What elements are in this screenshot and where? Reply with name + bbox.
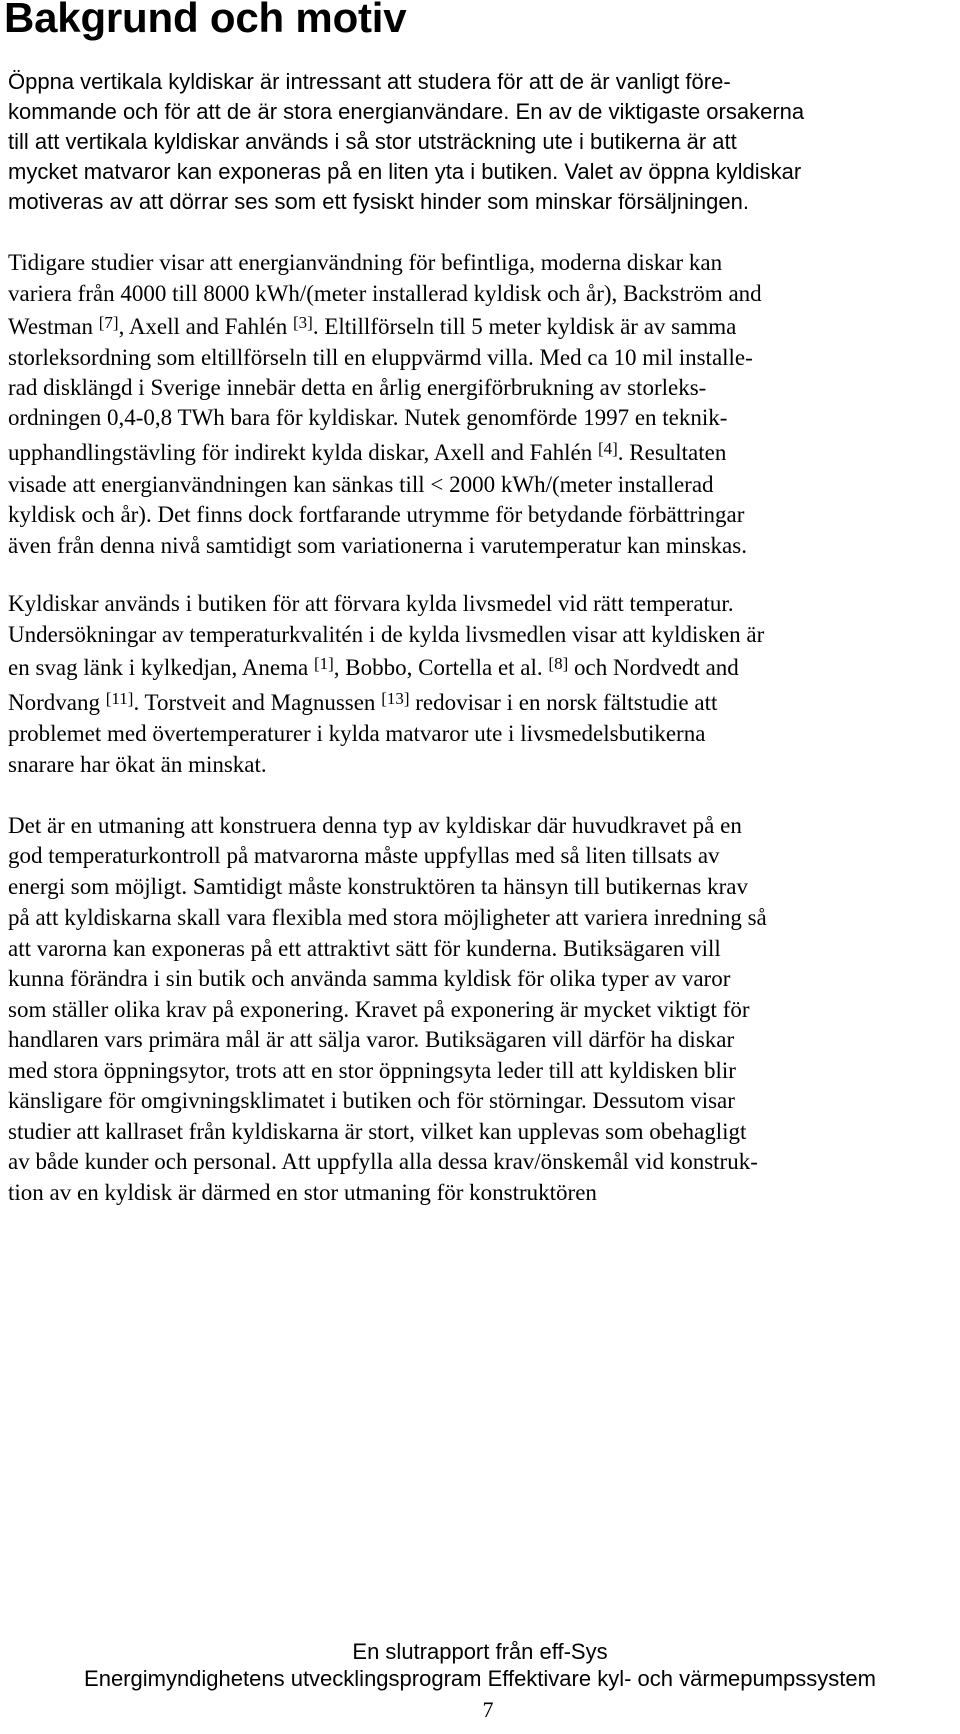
text-segment: Nordvang (8, 690, 106, 715)
text-line: energi som möjligt. Samtidigt måste konstruktören ta hänsyn till butikernas krav (8, 874, 748, 899)
citation-ref: [3] (292, 313, 313, 332)
text-line: Tidigare studier visar att energianvändning för befintliga, moderna diskar kan (8, 250, 723, 275)
text-line: handlaren vars primära mål är att sälja varor. Butiksägaren vill därför ha diskar (8, 1027, 735, 1052)
text-line: Undersökningar av temperaturkvalitén i de kylda livsmedlen visar att kyldisken är (8, 622, 765, 647)
text-line: mycket matvaror kan exponeras på en liten yta i butiken. Valet av öppna kyldiskar (8, 159, 802, 184)
text-segment: . Eltillförseln till 5 meter kyldisk är av samma (312, 314, 737, 339)
section-heading: Bakgrund och motiv (4, 0, 407, 41)
text-segment: redovisar i en norsk fältstudie att (409, 690, 718, 715)
page-number: 7 (482, 1697, 494, 1722)
text-line: tion av en kyldisk är därmed en stor utmaning för konstruktören (8, 1180, 597, 1205)
text-line: visade att energianvändningen kan sänkas till < 2000 kWh/(meter installerad (8, 472, 714, 497)
text-segment: Westman (8, 314, 99, 339)
text-line: med stora öppningsytor, trots att en stor öppningsyta leder till att kyldisken blir (8, 1058, 736, 1083)
citation-ref: [11] (105, 689, 134, 708)
citation-ref: [8] (548, 654, 569, 673)
text-line: ordningen 0,4-0,8 TWh bara för kyldiskar. Nutek genomförde 1997 en teknik- (8, 405, 728, 430)
citation-ref: [4] (597, 439, 618, 458)
text-line: studier att kallraset från kyldiskarna är stort, vilket kan upplevas som obehagligt (8, 1119, 747, 1144)
text-line: kyldisk och år). Det finns dock fortfarande utrymme för betydande förbättringar (8, 502, 745, 527)
text-line: att varorna kan exponeras på ett attraktivt sätt för kunderna. Butiksägaren vill (8, 936, 721, 961)
text-line: snarare har ökat än minskat. (8, 752, 267, 777)
text-line: variera från 4000 till 8000 kWh/(meter installerad kyldisk och år), Backström and (8, 281, 762, 306)
text-line: problemet med övertemperaturer i kylda matvaror ute i livsmedelsbutikerna (8, 721, 706, 746)
text-segment: . Resultaten (617, 440, 727, 465)
citation-ref: [1] (313, 654, 334, 673)
footer-title: En slutrapport från eff-Sys (352, 1639, 608, 1664)
text-line (8, 438, 726, 468)
text-segment: , Axell and Fahlén (118, 314, 293, 339)
text-line: motiveras av att dörrar ses som ett fysiskt hinder som minskar försäljningen. (8, 189, 749, 214)
text-line: storleksordning som eltillförseln till en eluppvärmd villa. Med ca 10 mil installe- (8, 345, 753, 370)
footer-program: Energimyndighetens utvecklingsprogram Effektivare kyl- och värmepumpssystem (84, 1666, 876, 1691)
text-line: Kyldiskar används i butiken för att förvara kylda livsmedel vid rätt temperatur. (8, 591, 734, 616)
text-line: rad disklängd i Sverige innebär detta en årlig energiförbrukning av storleks- (8, 375, 707, 400)
text-segment: . Torstveit and Magnussen (133, 690, 382, 715)
text-line (8, 688, 717, 718)
text-segment: upphandlingstävling för indirekt kylda diskar, Axell and Fahlén (8, 440, 598, 465)
text-line (8, 312, 736, 342)
text-line (8, 653, 739, 683)
text-segment: och Nordvedt and (568, 655, 739, 680)
text-line: god temperaturkontroll på matvarorna måste uppfyllas med så liten tillsats av (8, 843, 720, 868)
text-line: även från denna nivå samtidigt som variationerna i varutemperatur kan minskas. (8, 533, 747, 558)
text-line: kunna förändra i sin butik och använda samma kyldisk för olika typer av varor (8, 966, 731, 991)
text-line: känsligare för omgivningsklimatet i butiken och för störningar. Dessutom visar (8, 1088, 735, 1113)
text-segment: en svag länk i kylkedjan, Anema (8, 655, 314, 680)
citation-ref: [13] (381, 689, 410, 708)
text-line: Det är en utmaning att konstruera denna typ av kyldiskar där huvudkravet på en (8, 813, 742, 838)
text-line: Öppna vertikala kyldiskar är intressant att studera för att de är vanligt före- (8, 69, 731, 94)
citation-ref: [7] (98, 313, 119, 332)
text-line: av både kunder och personal. Att uppfylla alla dessa krav/önskemål vid konstruk- (8, 1149, 758, 1174)
text-segment: , Bobbo, Cortella et al. (333, 655, 549, 680)
text-line: kommande och för att de är stora energianvändare. En av de viktigaste orsakerna (8, 99, 805, 124)
text-line: till att vertikala kyldiskar används i så stor utsträckning ute i butikerna är att (8, 129, 737, 154)
text-line: som ställer olika krav på exponering. Kravet på exponering är mycket viktigt för (8, 997, 750, 1022)
text-line: på att kyldiskarna skall vara flexibla med stora möjligheter att variera inredning så (8, 905, 767, 930)
